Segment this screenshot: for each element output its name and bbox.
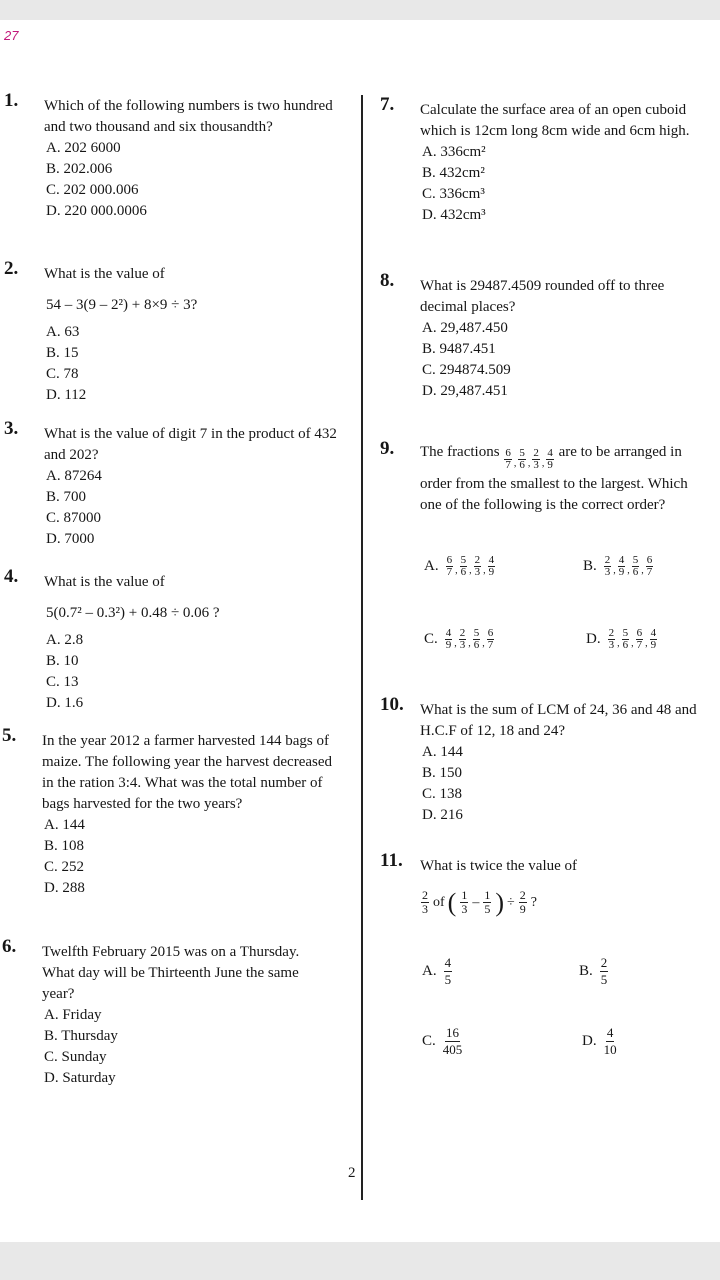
question-number: 4. [4,566,19,587]
fraction: $\frac{6}{7}$ [646,554,653,578]
comma-separator: , [627,565,630,576]
comma-separator: , [641,565,644,576]
fraction-two-ninths: $\frac{2}{9}$ [519,888,526,916]
answer-fraction: $\frac{4}{10}$ [603,1025,617,1057]
question-9 [380,438,712,516]
options [422,742,712,826]
option-b[interactable]: B. 9487.451 [422,341,496,357]
options [46,630,334,714]
options [422,142,712,226]
option-c[interactable]: C. 336cm³ [422,186,485,202]
option-a[interactable]: A. 87264 [46,468,102,484]
question-6 [2,936,332,1089]
question-10 [380,694,712,826]
option-d[interactable]: D. Saturday [44,1070,116,1086]
option-label: A. [424,558,439,574]
question-3 [4,418,339,550]
comma-separator: , [468,638,471,649]
option-c[interactable]: C. 294874.509 [422,362,511,378]
question-8 [380,270,712,402]
math-expression: 5(0.7² – 0.3²) + 0.48 ÷ 0.06 ? [46,605,220,621]
fraction-list [444,628,496,651]
fraction: $\frac{5}{6}$ [460,554,467,578]
option-a[interactable]: A. 144 [44,817,85,833]
of-word: of [433,894,445,910]
fraction-list [503,445,555,474]
comma-separator: , [483,565,486,576]
q9-option-c[interactable] [424,628,495,651]
comma-separator: , [631,638,634,649]
question-text: In the year 2012 a farmer harvested 144 bags of maize. The following year the harvest decreased in the ration 3:4. What was the total number of bags harvested for the two years? [42,733,333,812]
question-7 [380,94,712,226]
question-mark: ? [530,894,537,910]
q11-option-c[interactable] [422,1025,463,1058]
math-expression: $\frac{2}{3}$ of ( $\frac{1}{3}$ – $\frac{1}{5}$ ) ÷ $\frac{2}{9}$ ? [422,887,537,917]
option-d[interactable]: D. 288 [44,880,85,896]
question-number: 1. [4,90,19,111]
fraction: $\frac{6}{7}$ [505,447,511,471]
fraction: $\frac{4}{9}$ [488,554,495,578]
option-d[interactable]: D. 29,487.451 [422,383,508,399]
option-label: B. [579,963,593,979]
q11-option-a[interactable] [422,955,453,988]
options [422,318,712,402]
option-d[interactable]: D. 112 [46,387,87,403]
option-label: D. [586,631,601,647]
option-b[interactable]: B. Thursday [44,1028,118,1044]
fraction-one-fifth: $\frac{1}{5}$ [484,888,491,916]
option-label: D. [582,1033,597,1049]
fraction-one-third: $\frac{1}{3}$ [461,888,468,916]
question-4 [4,566,334,714]
option-c[interactable]: C. 13 [46,674,79,690]
option-b[interactable]: B. 202.006 [46,161,113,177]
fraction: $\frac{6}{7}$ [636,627,643,651]
question-text-pre: The fractions [420,444,500,460]
option-c[interactable]: C. 138 [422,786,463,802]
option-d[interactable]: D. 432cm³ [422,207,486,223]
option-c[interactable]: C. 78 [46,366,79,382]
fraction: $\frac{2}{3}$ [474,554,481,578]
answer-fraction: $\frac{16}{405}$ [442,1025,463,1057]
options [46,138,334,222]
option-b[interactable]: B. 150 [422,765,463,781]
option-d[interactable]: D. 7000 [46,531,95,547]
question-text [420,442,712,516]
fraction: $\frac{2}{3}$ [533,447,539,471]
fraction: $\frac{5}{6}$ [519,447,525,471]
exam-page [0,20,720,1242]
minus-sign: – [472,894,480,910]
question-2 [4,258,334,406]
divide-sign: ÷ [507,894,515,910]
math-expression: 54 – 3(9 – 2²) + 8×9 ÷ 3? [46,297,198,313]
answer-fraction: $\frac{2}{5}$ [600,955,608,987]
option-a[interactable]: A. 63 [46,324,80,340]
fraction: $\frac{2}{3}$ [459,627,466,651]
question-text: What is the value of [44,574,165,590]
page-number: 2 [348,1165,356,1181]
options [46,466,339,550]
option-c[interactable]: C. Sunday [44,1049,107,1065]
comma-separator: , [469,565,472,576]
comma-separator: , [513,458,517,469]
question-number: 6. [2,936,17,957]
option-a[interactable]: A. 144 [422,744,463,760]
options [46,322,334,406]
option-a[interactable]: A. 29,487.450 [422,320,508,336]
question-1 [4,90,334,222]
question-text: Twelfth February 2015 was on a Thursday. What day will be Thirteenth June the same year? [42,944,300,1002]
option-d[interactable]: D. 216 [422,807,463,823]
question-number: 8. [380,270,395,291]
option-a[interactable]: A. 2.8 [46,632,84,648]
answer-fraction: $\frac{4}{5}$ [444,955,452,987]
fraction: $\frac{4}{9}$ [547,447,553,471]
option-label: A. [422,963,437,979]
comma-separator: , [541,458,545,469]
question-number: 9. [380,438,395,459]
page-label: 27 [4,28,19,43]
option-d[interactable]: D. 220 000.0006 [46,203,147,219]
option-c[interactable]: C. 252 [44,859,85,875]
fraction-two-thirds: $\frac{2}{3}$ [422,888,428,916]
question-text: What is twice the value of [420,858,578,874]
comma-separator: , [617,638,620,649]
q9-option-a[interactable] [424,555,496,578]
option-label: C. [424,631,438,647]
question-text: What is the value of digit 7 in the product of 432 and 202? [44,426,337,463]
option-label: C. [422,1033,436,1049]
question-number: 2. [4,258,19,279]
option-d[interactable]: D. 1.6 [46,695,84,711]
q11-option-b[interactable] [579,955,609,988]
fraction: $\frac{4}{9}$ [650,627,657,651]
fraction: $\frac{6}{7}$ [487,627,494,651]
fraction-list [603,555,655,578]
question-number: 10. [380,694,404,715]
question-5 [2,725,338,899]
option-a[interactable]: A. 336cm² [422,144,486,160]
option-c[interactable]: C. 87000 [46,510,102,526]
q9-option-b[interactable] [583,555,654,578]
q9-option-d[interactable] [586,628,658,651]
question-text: Calculate the surface area of an open cuboid which is 12cm long 8cm wide and 6cm high. [420,102,690,139]
option-b[interactable]: B. 10 [46,653,79,669]
option-b[interactable]: B. 700 [46,489,87,505]
option-b[interactable]: B. 108 [44,838,85,854]
comma-separator: , [482,638,485,649]
fraction: $\frac{5}{6}$ [622,627,629,651]
options [44,1005,332,1089]
question-text: What is 29487.4509 rounded off to three decimal places? [420,278,665,315]
comma-separator: , [454,638,457,649]
option-b[interactable]: B. 432cm² [422,165,485,181]
fraction: $\frac{6}{7}$ [446,554,453,578]
question-text-post: are to be arranged in order from the smallest to the largest. Which one of the following is the correct order? [420,444,688,513]
option-b[interactable]: B. 15 [46,345,79,361]
fraction: $\frac{5}{6}$ [473,627,480,651]
option-a[interactable]: A. Friday [44,1007,102,1023]
option-a[interactable]: A. 202 6000 [46,140,121,156]
fraction: $\frac{2}{3}$ [608,627,615,651]
fraction-list [607,628,659,651]
question-11 [380,850,712,917]
question-text: What is the value of [44,266,165,282]
option-c[interactable]: C. 202 000.006 [46,182,139,198]
question-number: 11. [380,850,403,871]
question-text: Which of the following numbers is two hundred and two thousand and six thousandth? [44,98,333,135]
column-divider [361,95,363,1200]
options [44,815,338,899]
fraction: $\frac{4}{9}$ [618,554,625,578]
comma-separator: , [455,565,458,576]
question-number: 7. [380,94,395,115]
fraction: $\frac{2}{3}$ [604,554,611,578]
question-text: What is the sum of LCM of 24, 36 and 48 and H.C.F of 12, 18 and 24? [420,702,697,739]
q11-option-d[interactable] [582,1025,618,1058]
comma-separator: , [645,638,648,649]
comma-separator: , [613,565,616,576]
fraction: $\frac{4}{9}$ [445,627,452,651]
option-label: B. [583,558,597,574]
question-number: 3. [4,418,19,439]
fraction-list [445,555,497,578]
comma-separator: , [527,458,531,469]
question-number: 5. [2,725,17,746]
fraction: $\frac{5}{6}$ [632,554,639,578]
